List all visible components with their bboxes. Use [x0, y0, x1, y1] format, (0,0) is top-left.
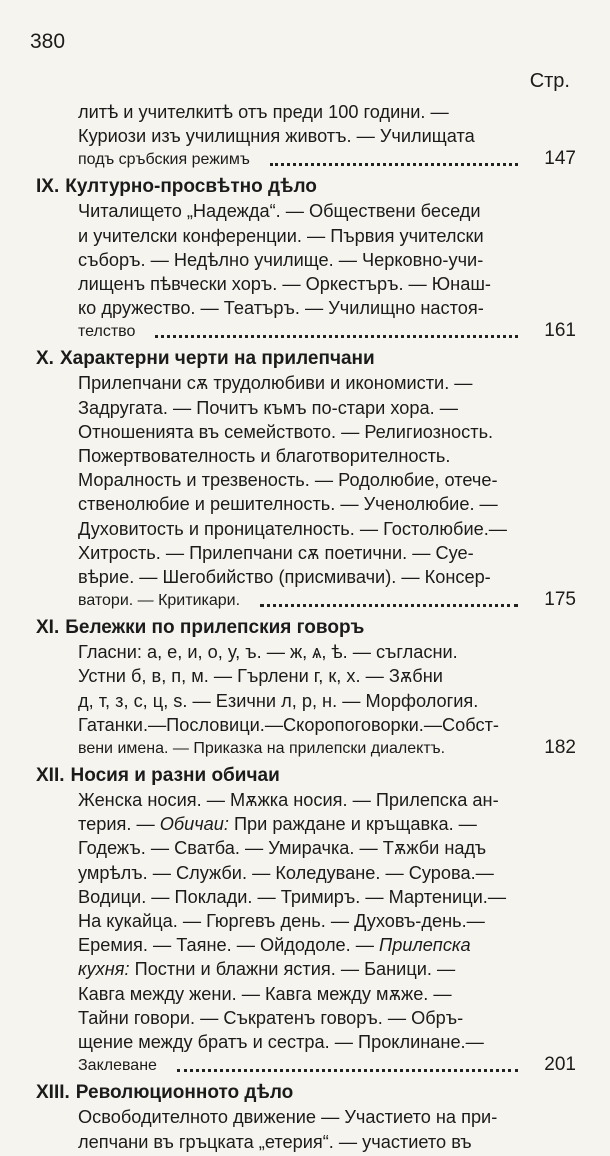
entry-text: вени имена. — Приказка на прилепски диалектъ.: [78, 740, 446, 758]
toc-entry-continued: [36, 100, 576, 170]
entry-text: д, т, з, с, ц, ѕ. — Езични л, р, н. — Морфология.: [78, 690, 479, 711]
entry-text: и учителски конференции. — Първия учителски: [78, 225, 484, 246]
entry-text: Устни б, в, п, м. — Гърлени г, к, х. — Зѫбни: [78, 666, 443, 687]
section-title: Характерни черти на прилепчани: [59, 348, 375, 370]
entry-text: ственолюбие и решителность. — Ученолюбие. —: [78, 494, 498, 515]
entry-text: Куриози изъ училищния животъ. — Училищата: [78, 126, 475, 147]
section-title: Бележки по прилепския говоръ: [65, 617, 365, 639]
toc-entry-x: [36, 346, 576, 611]
entry-text: Задругата. — Почитъ къмъ по-стари хора. —: [78, 397, 458, 418]
dot-leader: [465, 743, 518, 753]
italic-text: кухня:: [78, 959, 130, 980]
dot-leader: [260, 594, 518, 607]
section-number: XII.: [36, 765, 65, 787]
dot-leader: [270, 153, 518, 166]
page-ref: 182: [544, 737, 576, 759]
section-heading: [36, 615, 576, 640]
section-number: XI.: [36, 617, 60, 639]
entry-text: вѣрие. — Шегобийство (присмивачи). — Консер-: [78, 567, 491, 588]
entry-text: Освободителното движение — Участието на при-: [78, 1107, 498, 1128]
entry-text: Духовитость и проницателность. — Гостолюбие.—: [78, 518, 507, 539]
section-title: Носия и разни обичаи: [70, 765, 280, 787]
page-ref: 175: [544, 589, 576, 611]
entry-text: Гласни: а, е, и, о, у, ъ. — ж, ѧ, ѣ. — съгласни.: [78, 642, 458, 663]
section-heading: [36, 1080, 576, 1105]
entry-text: Заклеване: [78, 1057, 157, 1075]
page-column-header: Стр.: [529, 70, 570, 92]
section-heading: [36, 763, 576, 788]
section-number: X.: [36, 348, 54, 370]
entry-text: съборъ. — Недѣлно училище. — Черковно-учи-: [78, 249, 484, 270]
entry-text: Кавга между жени. — Кавга между мѫже. —: [78, 983, 452, 1004]
entry-text: литѣ и учителкитѣ отъ преди 100 години. —: [78, 102, 449, 122]
table-of-contents: [36, 100, 576, 1156]
entry-text: Водици. — Поклади. — Тримиръ. — Мартеници.—: [78, 886, 507, 907]
dot-leader: [177, 1059, 518, 1072]
toc-entry-xii: [36, 763, 576, 1076]
entry-text: терия. — Обичаи: При раждане и кръщавка. —: [78, 814, 477, 835]
entry-text: телство: [78, 323, 136, 341]
section-title: Културно-просвѣтно дѣло: [65, 176, 317, 198]
italic-text: Обичаи:: [159, 814, 229, 835]
entry-text: Женска носия. — Мѫжка носия. — Прилепска ан-: [78, 790, 499, 811]
entry-text: щение между братъ и сестра. — Проклинане.—: [78, 1032, 484, 1053]
entry-text: Годежъ. — Сватба. — Умирачка. — Тѫжби надъ: [78, 838, 487, 859]
section-number: IX.: [36, 176, 60, 198]
toc-entry-ix: [36, 174, 576, 342]
entry-text: Еремия. — Таяне. — Ойдодоле. — Прилепска: [78, 935, 471, 956]
entry-text: ко дружество. — Театъръ. — Училищно настоя-: [78, 298, 484, 319]
page-ref: 161: [544, 320, 576, 342]
entry-text: подъ сръбския режимъ: [78, 151, 250, 169]
entry-text: лищенъ пѣвчески хоръ. — Оркестъръ. — Юнаш-: [78, 274, 491, 295]
toc-entry-xi: [36, 615, 576, 759]
entry-text: Читалището „Надежда“. — Обществени беседи: [78, 201, 481, 222]
page-ref: 201: [544, 1054, 576, 1076]
entry-text: ватори. — Критикари.: [78, 592, 241, 610]
section-title: Революционното дѣло: [75, 1082, 294, 1104]
section-heading: [36, 174, 576, 199]
section-heading: [36, 346, 576, 371]
entry-text: Отношенията въ семейството. — Религиозность.: [78, 421, 494, 442]
italic-text: Прилепска: [379, 935, 471, 956]
section-number: XIII.: [36, 1082, 70, 1104]
entry-text: Гатанки.—Пословици.—Скоропоговорки.—Собст-: [78, 714, 499, 735]
entry-text: Моралность и трезвеность. — Родолюбие, отече-: [78, 470, 498, 491]
dot-leader: [155, 325, 518, 338]
entry-text: лепчани въ гръцката „етерия“. — участието въ: [78, 1131, 472, 1152]
entry-text: Хитрость. — Прилепчани сѫ поетични. — Суе-: [78, 542, 474, 563]
entry-text: кухня: Постни и блажни ястия. — Баници. —: [78, 959, 456, 980]
entry-text: умрѣлъ. — Служби. — Коледуване. — Сурова.—: [78, 862, 494, 883]
entry-text: Прилепчани сѫ трудолюбиви и икономисти. —: [78, 373, 473, 394]
entry-text: На кукайца. — Гюргевъ день. — Духовъ-день.—: [78, 911, 485, 932]
page-ref: 147: [544, 148, 576, 170]
page-number: 380: [30, 30, 66, 53]
entry-text: Тайни говори. — Съкратенъ говоръ. — Обръ-: [78, 1007, 464, 1028]
toc-entry-xiii: [36, 1080, 576, 1153]
entry-text: Пожертвователность и благотворителность.: [78, 446, 451, 467]
